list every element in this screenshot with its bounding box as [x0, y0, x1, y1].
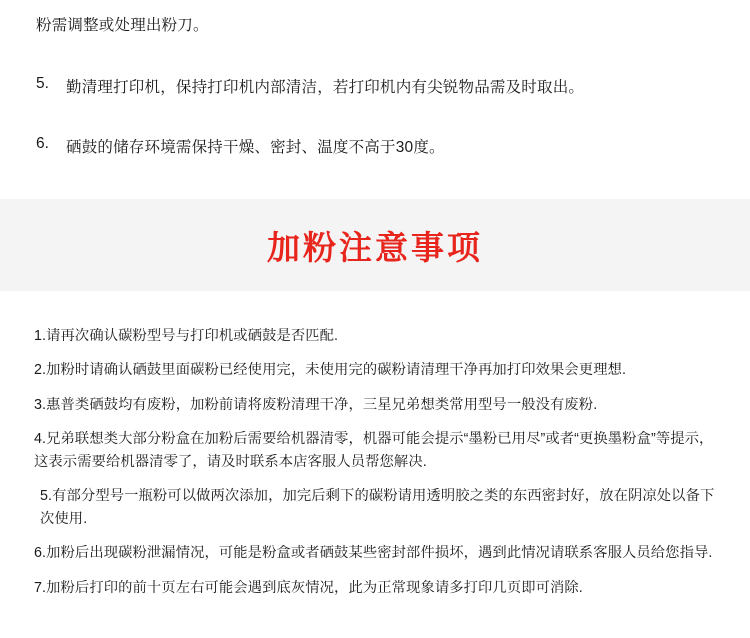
note-item-1: 1.请再次确认碳粉型号与打印机或硒鼓是否匹配.	[34, 328, 339, 345]
notes-section	[0, 291, 750, 599]
note-item-5: 5.有部分型号一瓶粉可以做两次添加，加完后剩下的碳粉请用透明胶之类的东西密封好，放在阴凉处以备下次使用.	[40, 488, 715, 528]
care-item-6	[28, 97, 722, 157]
banner-title: 加粉注意事项	[267, 227, 483, 267]
care-item-6-text: 硒鼓的储存环境需保持干燥、密封、温度不高于30度。	[66, 139, 445, 157]
care-item-5-text: 勤清理打印机，保持打印机内部清洁，若打印机内有尖锐物品需及时取出。	[66, 79, 585, 97]
note-item-4: 4.兄弟联想类大部分粉盒在加粉后需要给机器清零，机器可能会提示“墨粉已用尽”或者“更换墨粉盒”等提示，这表示需要给机器清零了，请及时联系本店客服人员帮您解决.	[34, 430, 714, 470]
section-banner	[0, 199, 750, 291]
care-instructions-section	[0, 0, 750, 157]
note-item-3: 3.惠普类硒鼓均有废粉，加粉前请将废粉清理干净，三星兄弟想类常用型号一般没有废粉.	[34, 396, 598, 413]
care-item-6-number: 6.	[36, 135, 49, 153]
note-item-2: 2.加粉时请确认硒鼓里面碳粉已经使用完，未使用完的碳粉请清理干净再加打印效果会更理想.	[34, 362, 627, 379]
care-item-5-number: 5.	[36, 75, 49, 93]
note-item-6: 6.加粉后出现碳粉泄漏情况，可能是粉盒或者硒鼓某些密封部件损坏，遇到此情况请联系客服人员给您指导.	[34, 545, 713, 562]
note-item-7: 7.加粉后打印的前十页左右可能会遇到底灰情况，此为正常现象请多打印几页即可消除.	[34, 579, 583, 596]
continuation-text: 粉需调整或处理出粉刀。	[36, 17, 209, 34]
care-item-5	[28, 37, 722, 97]
